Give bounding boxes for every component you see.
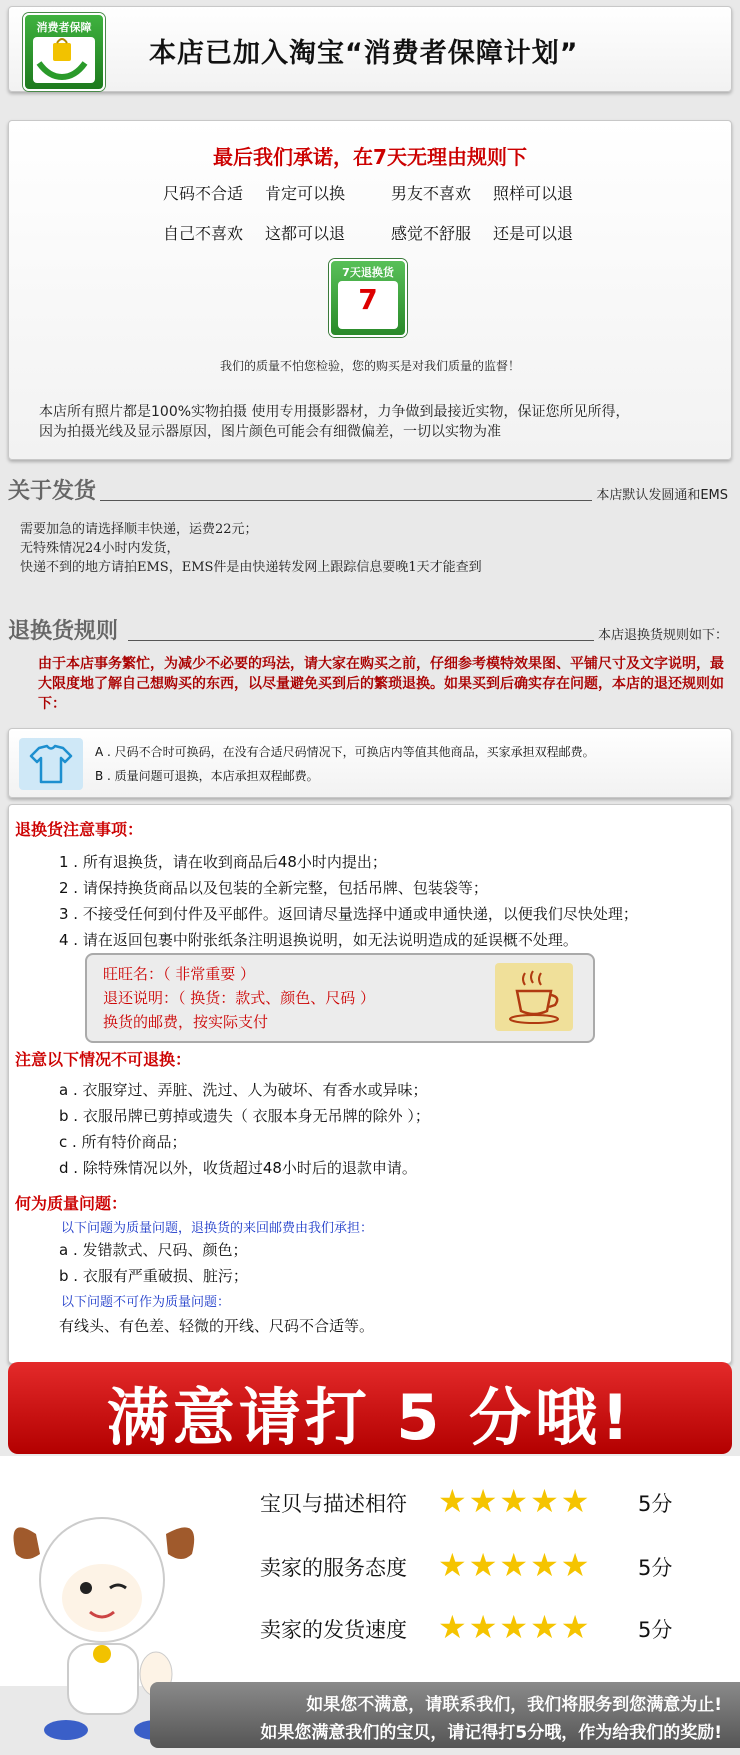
non-quality-issue-note: 以下问题不可作为质量问题： <box>61 1295 231 1310</box>
star-icon: ★★★★★ <box>438 1546 592 1584</box>
photo-note-line1: 本店所有照片都是100%实物拍摄 使用专用摄影器材，力争做到最接近实物，保证您所见所得， <box>39 404 630 420</box>
seven-day-return-badge <box>329 259 407 337</box>
promise-line: 肯定可以换 <box>265 184 346 203</box>
rule-a: A . 尺码不合时可换码，在没有合适尺码情况下，可换店内等值其他商品，买家承担双程邮费。 <box>95 745 595 759</box>
non-quality-issue-item: 有线头、有色差、轻微的开线、尺码不合适等。 <box>59 1317 375 1335</box>
shopping-bag-hands-icon <box>33 37 95 83</box>
wangwang-info-box <box>85 953 595 1043</box>
footer-line1: 如果您不满意，请联系我们，我们将服务到您满意为止! <box>306 1695 722 1715</box>
note-item: 2 . 请保持换货商品以及包装的全新完整，包括吊牌、包装袋等； <box>59 879 488 897</box>
shipping-default-carrier: 本店默认发圆通和EMS <box>592 484 728 503</box>
star-icon: ★★★★★ <box>438 1608 592 1646</box>
shipping-heading: 关于发货 <box>8 479 97 504</box>
not-returnable-heading: 注意以下情况不可退换： <box>15 1050 192 1069</box>
promise-panel <box>8 120 732 460</box>
promise-line: 还是可以退 <box>493 224 574 243</box>
promise-line: 尺码不合适 <box>163 184 244 203</box>
promise-line: 自己不喜欢 <box>163 224 244 243</box>
shipping-line: 快递不到的地方请拍EMS，EMS件是由快递转发网上跟踪信息要晚1天才能查到 <box>20 560 482 575</box>
note-item: 3 . 不接受任何到付件及平邮件。返回请尽量选择中通或申通快递，以便我们尽快处理； <box>59 905 638 923</box>
rating-score: 5分 <box>638 1492 673 1516</box>
not-returnable-item: d . 除特殊情况以外，收货超过48小时后的退款申请。 <box>59 1159 417 1177</box>
banner-text: 满意请打 5 分哦! <box>106 1381 634 1454</box>
rating-label: 卖家的发货速度 <box>260 1618 407 1642</box>
seven-day-badge-text: 7天退换货 <box>342 266 394 279</box>
header-panel <box>8 6 732 92</box>
rating-row <box>260 1606 680 1646</box>
rule-b: B . 质量问题可退换，本店承担双程邮费。 <box>95 769 319 783</box>
exchange-notice: 由于本店事务繁忙，为减少不必要的玛法，请大家在购买之前，仔细参考模特效果图、平铺尺寸及文字说明，最大限度地了解自己想购买的东西，以尽量避免买到后的繁琐退换。如果买到后确实存在问题，本店的退还规则如下： <box>38 656 724 712</box>
tshirt-icon <box>19 738 83 790</box>
exchange-rules-intro: 本店退换货规则如下： <box>594 624 728 643</box>
shipping-section-header <box>8 474 732 510</box>
notes-heading: 退换货注意事项： <box>15 820 144 839</box>
note-item: 4 . 请在返回包裹中附张纸条注明退换说明，如无法说明造成的延误概不处理。 <box>59 931 578 949</box>
footer-bar <box>150 1682 740 1748</box>
shipping-info <box>20 520 482 577</box>
footer-line2: 如果您满意我们的宝贝，请记得打5分哦，作为给我们的奖励! <box>260 1723 722 1743</box>
photo-note-line2: 因为拍摄光线及显示器原因，图片颜色可能会有细微偏差，一切以实物为准 <box>39 424 501 440</box>
exchange-section-header <box>8 614 732 650</box>
rating-row <box>260 1544 680 1584</box>
exchange-rules-panel <box>8 728 732 798</box>
coffee-cup-icon <box>495 963 573 1031</box>
promise-line: 男友不喜欢 <box>391 184 472 203</box>
star-icon: ★★★★★ <box>438 1482 592 1520</box>
page-title: 本店已加入淘宝“消费者保障计划” <box>149 38 579 69</box>
quality-statement: 我们的质量不怕您检验，您的购买是对我们质量的监督！ <box>219 359 520 373</box>
consumer-protection-badge <box>23 13 105 91</box>
rating-row <box>260 1480 680 1520</box>
shipping-line: 需要加急的请选择顺丰快递，运费22元； <box>20 522 258 537</box>
exchange-heading: 退换货规则 <box>8 619 119 644</box>
quality-issue-item: b . 衣服有严重破损、脏污； <box>59 1267 248 1285</box>
wang-line: 换货的邮费，按实际支付 <box>103 1013 269 1031</box>
promise-heading: 最后我们承诺，在7天无理由规则下 <box>213 145 527 169</box>
return-notes-panel <box>8 804 732 1364</box>
badge-text: 消费者保障 <box>36 21 92 34</box>
seven-number: 7 <box>358 283 378 316</box>
wang-line: 旺旺名：（ 非常重要 ） <box>103 965 256 983</box>
note-item: 1 . 所有退换货，请在收到商品后48小时内提出； <box>59 853 387 871</box>
promise-line: 照样可以退 <box>493 184 574 203</box>
not-returnable-item: a . 衣服穿过、弄脏、洗过、人为破坏、有香水或异味； <box>59 1081 428 1099</box>
not-returnable-item: b . 衣服吊牌已剪掉或遗失（ 衣服本身无吊牌的除外 ）； <box>59 1107 430 1125</box>
quality-issue-heading: 何为质量问题： <box>15 1194 128 1213</box>
rating-score: 5分 <box>638 1618 673 1642</box>
promise-line: 这都可以退 <box>265 224 346 243</box>
rating-label: 宝贝与描述相符 <box>260 1492 407 1516</box>
rate-five-banner <box>8 1362 732 1454</box>
not-returnable-item: c . 所有特价商品； <box>59 1133 187 1151</box>
quality-issue-item: a . 发错款式、尺码、颜色； <box>59 1241 248 1259</box>
rating-score: 5分 <box>638 1556 673 1580</box>
rating-label: 卖家的服务态度 <box>260 1556 407 1580</box>
quality-issue-note: 以下问题为质量问题，退换货的来回邮费由我们承担： <box>61 1221 374 1236</box>
wang-line: 退还说明：（ 换货：款式、颜色、尺码 ） <box>103 989 376 1007</box>
shipping-line: 无特殊情况24小时内发货， <box>20 541 180 556</box>
promise-line: 感觉不舒服 <box>391 224 472 243</box>
